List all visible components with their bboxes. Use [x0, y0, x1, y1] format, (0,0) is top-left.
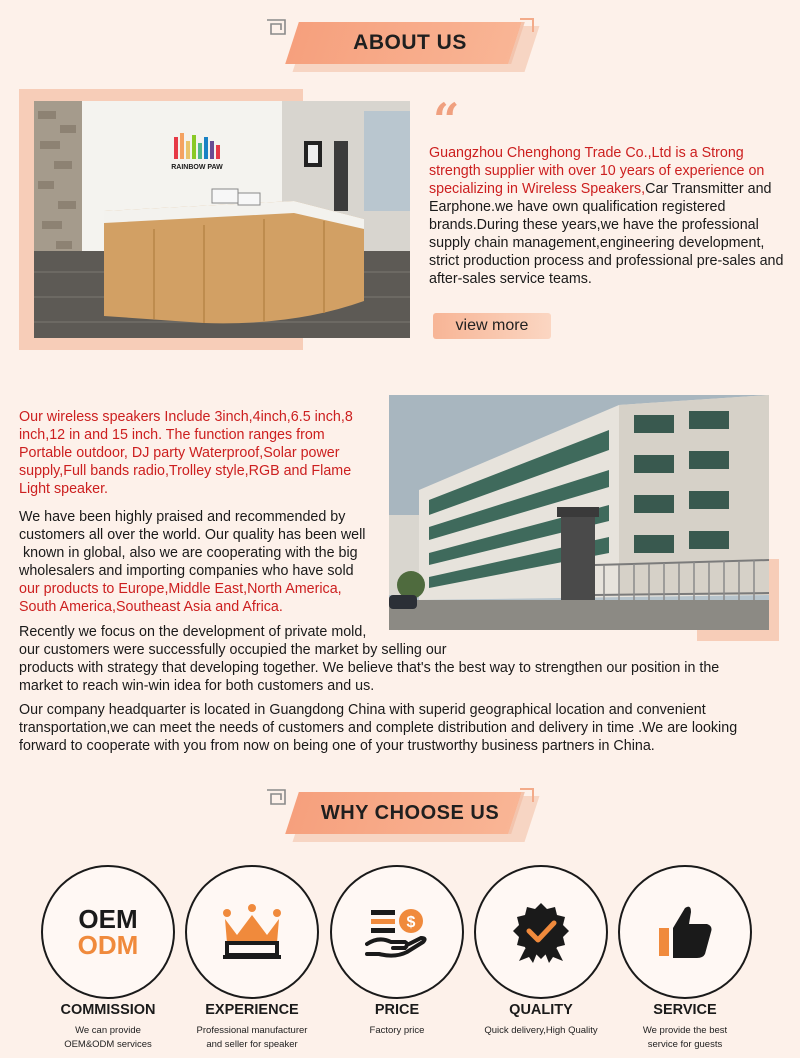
- feature-quality: [474, 865, 608, 1036]
- feature-price: [330, 865, 464, 1036]
- logo-text: RAINBOW PAW: [171, 164, 223, 171]
- feature-description: Quick delivery,High Quality: [484, 1025, 598, 1036]
- feature-title: EXPERIENCE: [205, 1002, 299, 1018]
- feature-title: SERVICE: [653, 1002, 717, 1018]
- factory-building-photo: [389, 395, 769, 630]
- feature-service: [618, 865, 752, 1050]
- about-paragraph: Guangzhou Chenghong Trade Co.,Ltd is a Strong strength supplier with over 10 years of experience on specializing in Wireless Speakers,Car Transmitter and Earphone.we have own qualification registered brands.During these years,we have the professional supply chain management,engineering development, strict production process and professional pre-sales and after-sales service teams.: [429, 145, 784, 287]
- paperclip-icon: [263, 16, 293, 40]
- about-title: ABOUT US: [353, 31, 467, 54]
- feature-title: COMMISSION: [60, 1002, 156, 1018]
- quote-mark: “: [433, 93, 460, 147]
- crown-icon: [219, 903, 285, 961]
- thumbs-up-icon: [655, 902, 715, 962]
- why-banner: [0, 786, 800, 846]
- about-banner: [0, 16, 800, 76]
- feature-title: PRICE: [374, 1002, 420, 1018]
- quality-badge-icon: [511, 901, 571, 963]
- why-title: WHY CHOOSE US: [320, 801, 500, 824]
- view-more-button[interactable]: view more: [433, 313, 551, 339]
- feature-description: Professional manufacturer and seller for speaker: [196, 1025, 308, 1050]
- feature-description: We provide the best service for guests: [642, 1025, 728, 1050]
- oem-odm-icon: OEM ODM: [77, 904, 139, 960]
- paperclip-icon: [263, 786, 293, 810]
- feature-description: We can provide OEM&ODM services: [64, 1025, 152, 1050]
- feature-experience: [185, 865, 319, 1050]
- feature-title: QUALITY: [509, 1002, 573, 1018]
- office-reception-photo: [34, 101, 410, 338]
- products-red-paragraph: Our wireless speakers Include 3inch,4inch,6.5 inch,8 inch,12 in and 15 inch. The function ranges from Portable outdoor, DJ party Waterproof,Solar power supply,Full bands radio,Trolley style,RGB and Flame Light speaker.: [19, 409, 353, 497]
- hand-coin-icon: [365, 904, 429, 960]
- reputation-paragraph: We have been highly praised and recommended by customers all over the world. Our quality has been well known in global, also we are cooperating with the big wholesalers and importing companies who have sold our products to Europe,Middle East,North America, South America,Southeast Asia and Africa.: [19, 509, 366, 615]
- private-mold-paragraph: Recently we focus on the development of private mold, our customers were successfully occupied the market by selling our products with strategy that developing together. We believe that's the best way to strengthen our position in the market to reach win-win idea for both customers and us.: [19, 624, 720, 694]
- headquarter-paragraph: Our company headquarter is located in Guangdong China with superid geographical location and convenient transportation,we can meet the needs of customers and complete distribution and delivery in time .We are looking forward to cooperate with you from now on being one of your trustworthy business partners in China.: [19, 702, 738, 754]
- svg-text:$: $: [406, 914, 416, 931]
- feature-description: Factory price: [369, 1025, 425, 1036]
- feature-commission: [41, 865, 175, 1050]
